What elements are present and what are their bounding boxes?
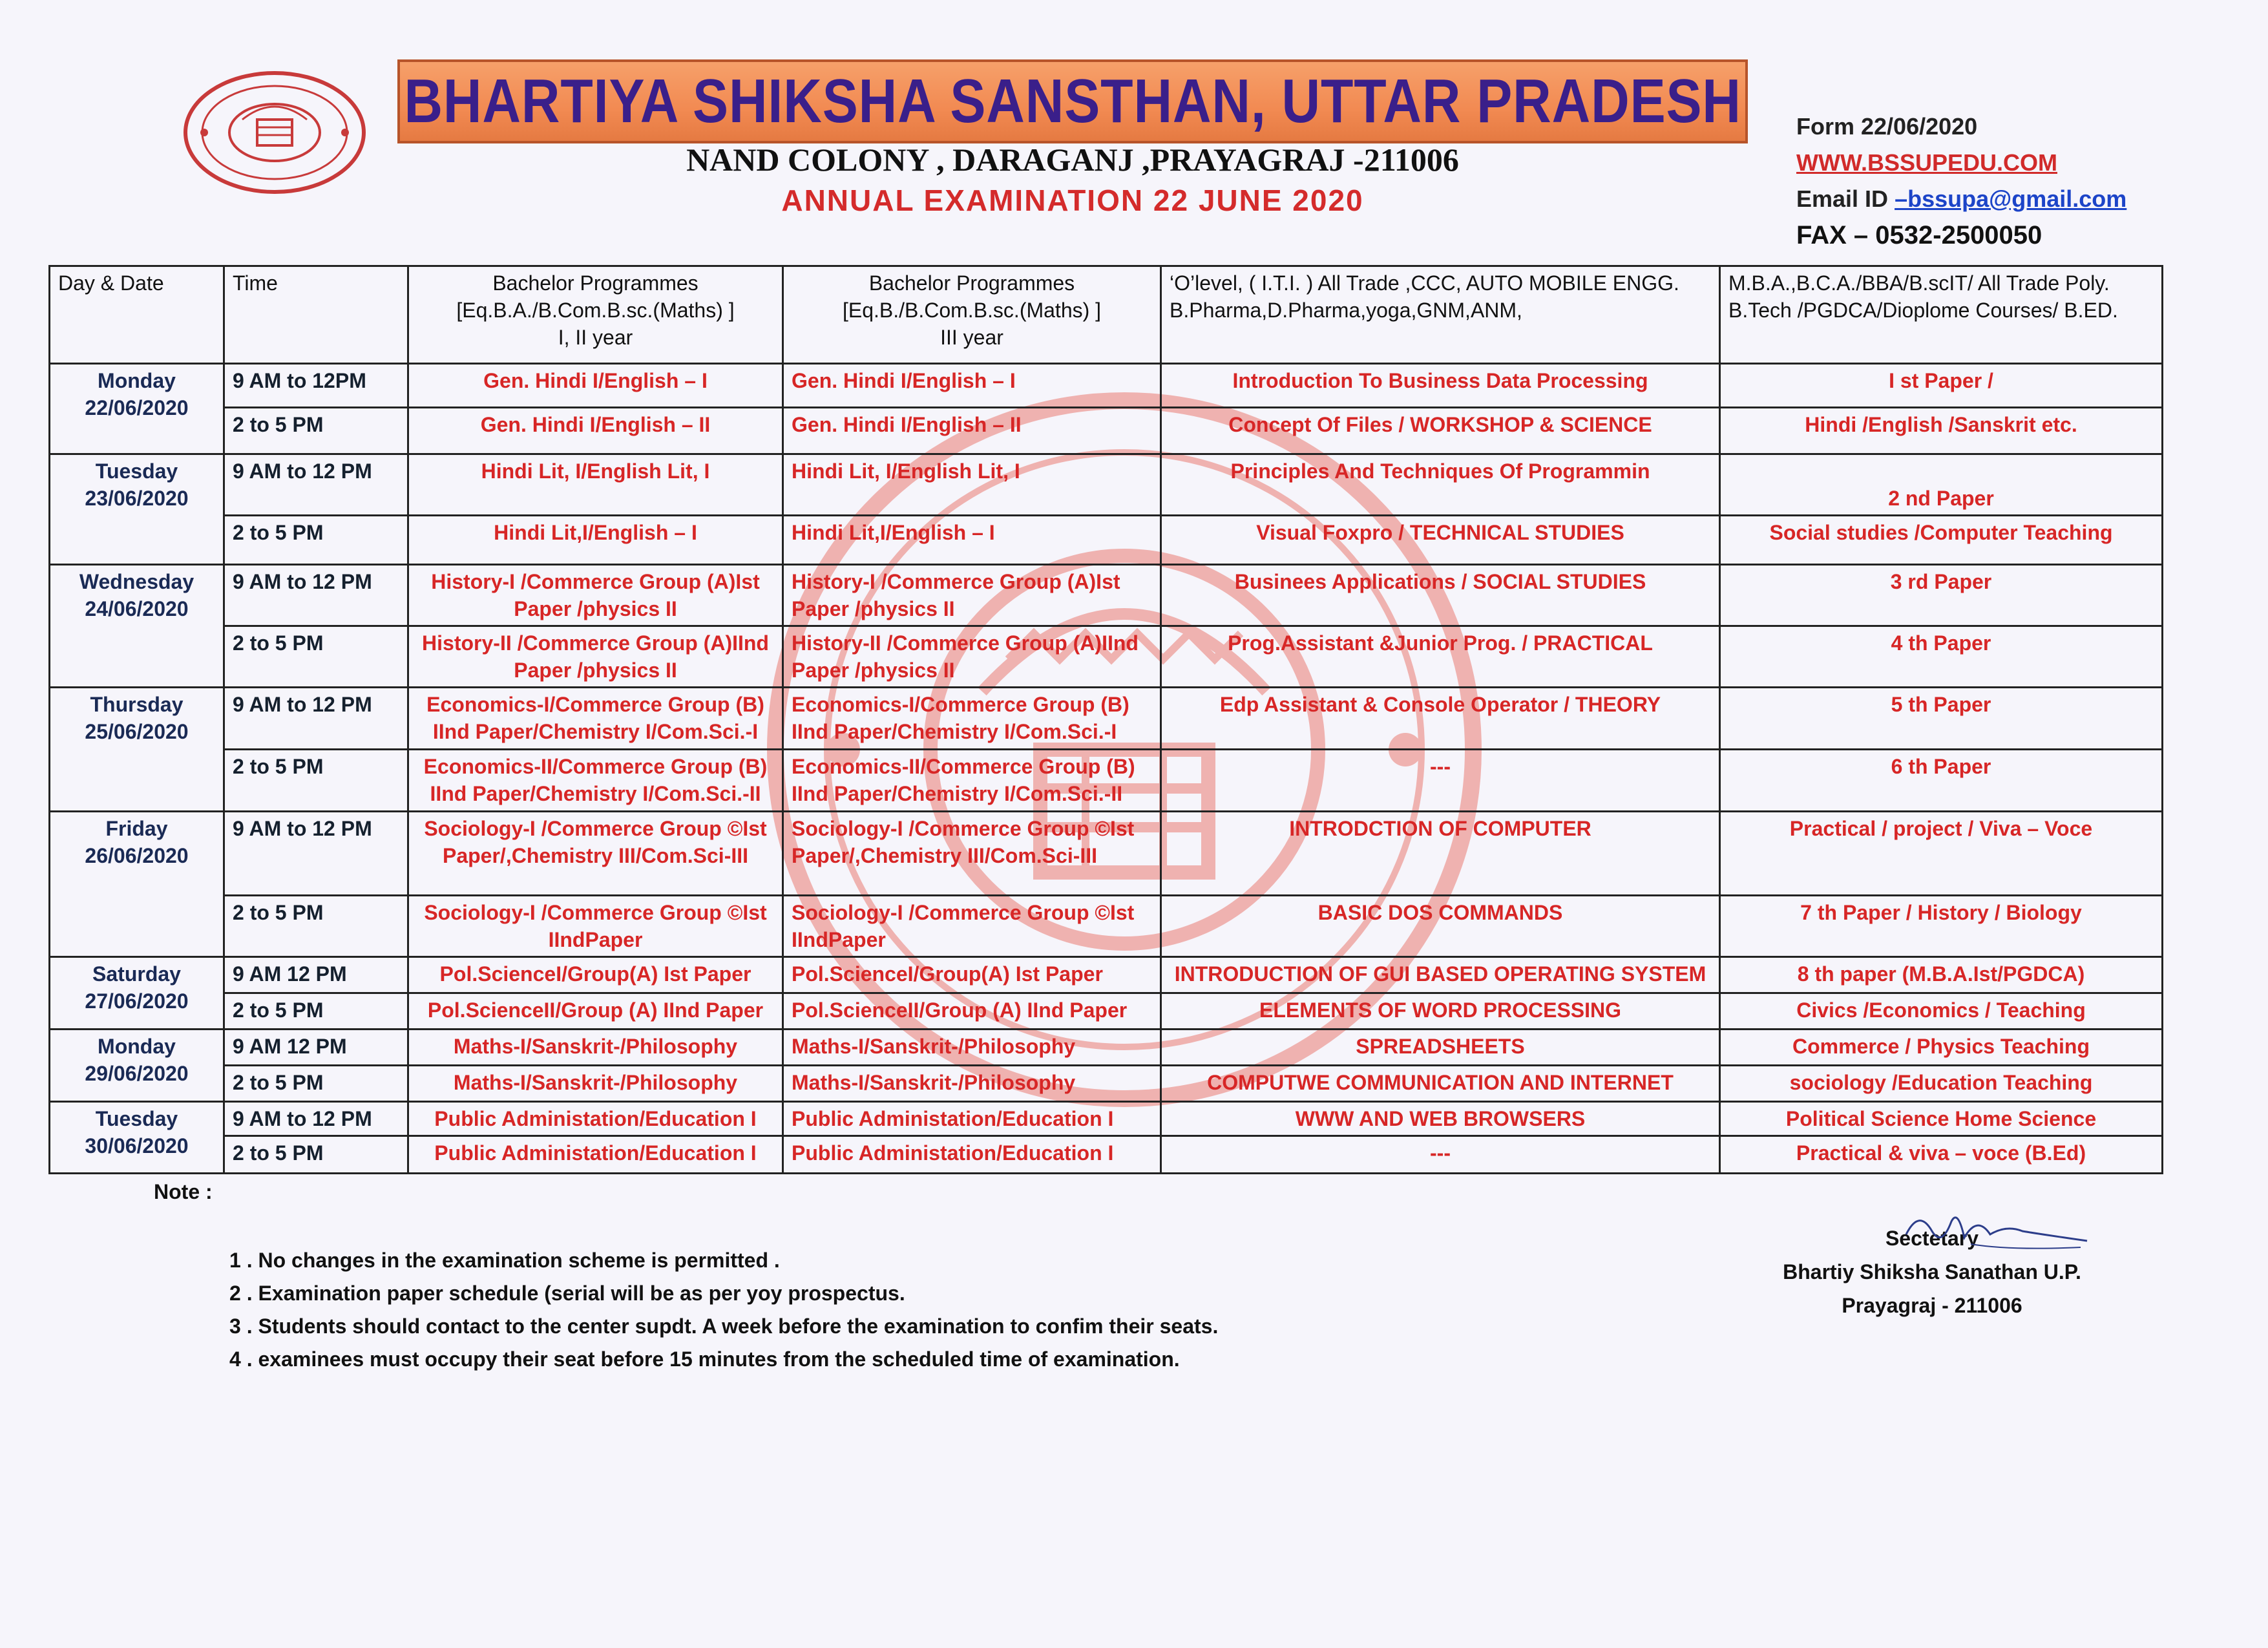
day-date-cell: Tuesday 30/06/2020 (50, 1102, 224, 1174)
time-cell: 2 to 5 PM (224, 516, 408, 565)
time-cell: 2 to 5 PM (224, 1136, 408, 1174)
table-row (50, 688, 2163, 750)
olevel-cell: Edp Assistant & Console Operator / THEORY (1161, 688, 1720, 750)
table-header-row (50, 266, 2163, 364)
note-label: Note : (154, 1180, 213, 1203)
table-row (50, 1066, 2163, 1102)
bachelor-3-cell: Economics-II/Commerce Group (B) IInd Paper/Chemistry I/Com.Sci.-II (783, 750, 1161, 812)
olevel-cell: Prog.Assistant &Junior Prog. / PRACTICAL (1161, 626, 1720, 688)
time-cell: 2 to 5 PM (224, 750, 408, 812)
table-row (50, 812, 2163, 896)
table-row (50, 993, 2163, 1030)
note-item: 3 . Students should contact to the center supdt. A week before the examination to confim their seats. (229, 1315, 1219, 1338)
header-day-date: Day & Date (50, 266, 224, 364)
signatory-block (1745, 1221, 2119, 1322)
bachelor-3-cell: Gen. Hindi I/English – I (783, 364, 1161, 408)
bachelor-3-cell: Hindi Lit,I/English – I (783, 516, 1161, 565)
mba-cell: 2 nd Paper (1720, 454, 2163, 516)
table-row (50, 896, 2163, 957)
day-date-cell: Saturday 27/06/2020 (50, 957, 224, 1030)
bachelor-3-cell: Maths-I/Sanskrit-/Philosophy (783, 1030, 1161, 1066)
day-date-cell: Wednesday 24/06/2020 (50, 565, 224, 688)
bachelor-3-cell: History-II /Commerce Group (A)IInd Paper /physics II (783, 626, 1161, 688)
time-cell: 9 AM to 12 PM (224, 454, 408, 516)
contact-block (1796, 109, 2126, 253)
mba-cell: 6 th Paper (1720, 750, 2163, 812)
email-link[interactable]: –bssupa@gmail.com (1895, 185, 2127, 212)
schedule-body (50, 364, 2163, 1174)
bachelor-1-2-cell: Sociology-I /Commerce Group ©Ist Paper/,Chemistry III/Com.Sci-III (408, 812, 783, 896)
olevel-cell: Principles And Techniques Of Programmin (1161, 454, 1720, 516)
bachelor-1-2-cell: Maths-I/Sanskrit-/Philosophy (408, 1030, 783, 1066)
time-cell: 2 to 5 PM (224, 408, 408, 454)
header-mba-text: M.B.A.,B.C.A./BBA/B.scIT/ All Trade Poly. B.Tech /PGDCA/Dioplome Courses/ B.ED. (1728, 271, 2118, 322)
mba-cell: 8 th paper (M.B.A.Ist/PGDCA) (1720, 957, 2163, 993)
header-olevel-text: ‘O’level, ( I.T.I. ) All Trade ,CCC, AUTO MOBILE ENGG. B.Pharma,D.Pharma,yoga,GNM,ANM, (1170, 271, 1679, 322)
bachelor-1-2-cell: Economics-I/Commerce Group (B) IInd Paper/Chemistry I/Com.Sci.-I (408, 688, 783, 750)
header-bachelor-3-text: Bachelor Programmes [Eq.B./B.Com.B.sc.(Maths) ] III year (842, 271, 1102, 349)
bachelor-3-cell: Economics-I/Commerce Group (B) IInd Paper/Chemistry I/Com.Sci.-I (783, 688, 1161, 750)
bachelor-3-cell: Pol.ScienceI/Group(A) Ist Paper (783, 957, 1161, 993)
time-cell: 9 AM to 12 PM (224, 565, 408, 626)
table-row (50, 516, 2163, 565)
header-time: Time (224, 266, 408, 364)
mba-cell: sociology /Education Teaching (1720, 1066, 2163, 1102)
bachelor-3-cell: Sociology-I /Commerce Group ©Ist Paper/,Chemistry III/Com.Sci-III (783, 812, 1161, 896)
olevel-cell: --- (1161, 1136, 1720, 1174)
form-number: Form 22/06/2020 (1796, 113, 1978, 140)
mba-cell: Practical & viva – voce (B.Ed) (1720, 1136, 2163, 1174)
table-row (50, 750, 2163, 812)
institution-seal-logo (181, 68, 368, 197)
mba-cell: Social studies /Computer Teaching (1720, 516, 2163, 565)
time-cell: 2 to 5 PM (224, 626, 408, 688)
header-bachelor-1-2-text: Bachelor Programmes [Eq.B.A./B.Com.B.sc.(Maths) ] I, II year (456, 271, 735, 349)
olevel-cell: --- (1161, 750, 1720, 812)
time-cell: 2 to 5 PM (224, 993, 408, 1030)
bachelor-1-2-cell: Sociology-I /Commerce Group ©Ist IIndPaper (408, 896, 783, 957)
bachelor-1-2-cell: Pol.ScienceII/Group (A) IInd Paper (408, 993, 783, 1030)
day-date-cell: Friday 26/06/2020 (50, 812, 224, 957)
bachelor-1-2-cell: Pol.ScienceI/Group(A) Ist Paper (408, 957, 783, 993)
header-bachelor-3-year (783, 266, 1161, 364)
email-line (1796, 181, 2126, 217)
mba-cell: 7 th Paper / History / Biology (1720, 896, 2163, 957)
olevel-cell: INTRODCTION OF COMPUTER (1161, 812, 1720, 896)
header-olevel (1161, 266, 1720, 364)
mba-cell: I st Paper / (1720, 364, 2163, 408)
time-cell: 9 AM to 12 PM (224, 688, 408, 750)
notes-list (229, 1244, 1218, 1376)
bachelor-1-2-cell: Public Administation/Education I (408, 1136, 783, 1174)
header-bachelor-1-2-year (408, 266, 783, 364)
olevel-cell: Visual Foxpro / TECHNICAL STUDIES (1161, 516, 1720, 565)
bachelor-3-cell: History-I /Commerce Group (A)Ist Paper /physics II (783, 565, 1161, 626)
mba-cell: 3 rd Paper (1720, 565, 2163, 626)
institution-title-banner (397, 59, 1748, 143)
time-cell: 9 AM 12 PM (224, 1030, 408, 1066)
note-item: 4 . examinees must occupy their seat before 15 minutes from the scheduled time of examination. (229, 1347, 1180, 1371)
olevel-cell: BASIC DOS COMMANDS (1161, 896, 1720, 957)
time-cell: 9 AM to 12 PM (224, 812, 408, 896)
mba-cell: Commerce / Physics Teaching (1720, 1030, 2163, 1066)
olevel-cell: Concept Of Files / WORKSHOP & SCIENCE (1161, 408, 1720, 454)
table-row (50, 454, 2163, 516)
bachelor-1-2-cell: Gen. Hindi I/English – II (408, 408, 783, 454)
olevel-cell: ELEMENTS OF WORD PROCESSING (1161, 993, 1720, 1030)
signatory-title: Sectetary (1885, 1227, 1979, 1250)
bachelor-3-cell: Gen. Hindi I/English – II (783, 408, 1161, 454)
website-link[interactable]: WWW.BSSUPEDU.COM (1796, 149, 2057, 176)
olevel-cell: Businees Applications / SOCIAL STUDIES (1161, 565, 1720, 626)
bachelor-3-cell: Pol.ScienceII/Group (A) IInd Paper (783, 993, 1161, 1030)
institution-address: NAND COLONY , DARAGANJ ,PRAYAGRAJ -211006 (686, 142, 1459, 178)
mba-cell: Civics /Economics / Teaching (1720, 993, 2163, 1030)
bachelor-3-cell: Hindi Lit, I/English Lit, I (783, 454, 1161, 516)
fax-number: FAX – 0532-2500050 (1796, 221, 2042, 249)
time-cell: 9 AM to 12 PM (224, 1102, 408, 1136)
mba-cell: 5 th Paper (1720, 688, 2163, 750)
table-row (50, 626, 2163, 688)
signatory-place: Prayagraj - 211006 (1842, 1294, 2022, 1317)
time-cell: 2 to 5 PM (224, 896, 408, 957)
mba-cell: 4 th Paper (1720, 626, 2163, 688)
table-row (50, 408, 2163, 454)
table-row (50, 1102, 2163, 1136)
signatory-org: Bhartiy Shiksha Sanathan U.P. (1783, 1260, 2081, 1284)
exam-schedule-table (48, 265, 2163, 1174)
table-row (50, 1136, 2163, 1174)
table-row (50, 1030, 2163, 1066)
day-date-cell: Monday 29/06/2020 (50, 1030, 224, 1102)
time-cell: 9 AM 12 PM (224, 957, 408, 993)
olevel-cell: Introduction To Business Data Processing (1161, 364, 1720, 408)
bachelor-1-2-cell: History-I /Commerce Group (A)Ist Paper /physics II (408, 565, 783, 626)
bachelor-1-2-cell: Economics-II/Commerce Group (B) IInd Paper/Chemistry I/Com.Sci.-II (408, 750, 783, 812)
mba-cell: Practical / project / Viva – Voce (1720, 812, 2163, 896)
bachelor-3-cell: Maths-I/Sanskrit-/Philosophy (783, 1066, 1161, 1102)
time-cell: 2 to 5 PM (224, 1066, 408, 1102)
bachelor-1-2-cell: Hindi Lit,I/English – I (408, 516, 783, 565)
bachelor-3-cell: Public Administation/Education I (783, 1102, 1161, 1136)
olevel-cell: INTRODUCTION OF GUI BASED OPERATING SYSTEM (1161, 957, 1720, 993)
olevel-cell: WWW AND WEB BROWSERS (1161, 1102, 1720, 1136)
note-item: 2 . Examination paper schedule (serial will be as per yoy prospectus. (229, 1282, 905, 1305)
bachelor-3-cell: Sociology-I /Commerce Group ©Ist IIndPaper (783, 896, 1161, 957)
email-label: Email ID (1796, 185, 1895, 212)
table-row (50, 364, 2163, 408)
olevel-cell: COMPUTWE COMMUNICATION AND INTERNET (1161, 1066, 1720, 1102)
mba-cell: Political Science Home Science (1720, 1102, 2163, 1136)
day-date-cell: Thursday 25/06/2020 (50, 688, 224, 812)
table-row (50, 957, 2163, 993)
exam-title: ANNUAL EXAMINATION 22 JUNE 2020 (781, 184, 1364, 217)
time-cell: 9 AM to 12PM (224, 364, 408, 408)
note-item: 1 . No changes in the examination scheme is permitted . (229, 1249, 780, 1272)
bachelor-1-2-cell: Hindi Lit, I/English Lit, I (408, 454, 783, 516)
day-date-cell: Monday 22/06/2020 (50, 364, 224, 454)
bachelor-1-2-cell: Maths-I/Sanskrit-/Philosophy (408, 1066, 783, 1102)
bachelor-1-2-cell: History-II /Commerce Group (A)IInd Paper /physics II (408, 626, 783, 688)
bachelor-1-2-cell: Public Administation/Education I (408, 1102, 783, 1136)
bachelor-3-cell: Public Administation/Education I (783, 1136, 1161, 1174)
day-date-cell: Tuesday 23/06/2020 (50, 454, 224, 565)
table-row (50, 565, 2163, 626)
bachelor-1-2-cell: Gen. Hindi I/English – I (408, 364, 783, 408)
olevel-cell: SPREADSHEETS (1161, 1030, 1720, 1066)
header-mba (1720, 266, 2163, 364)
handwritten-signature (1893, 1202, 2100, 1260)
mba-cell: Hindi /English /Sanskrit etc. (1720, 408, 2163, 454)
institution-title: BHARTIYA SHIKSHA SANSTHAN, UTTAR PRADESH (404, 67, 1741, 136)
